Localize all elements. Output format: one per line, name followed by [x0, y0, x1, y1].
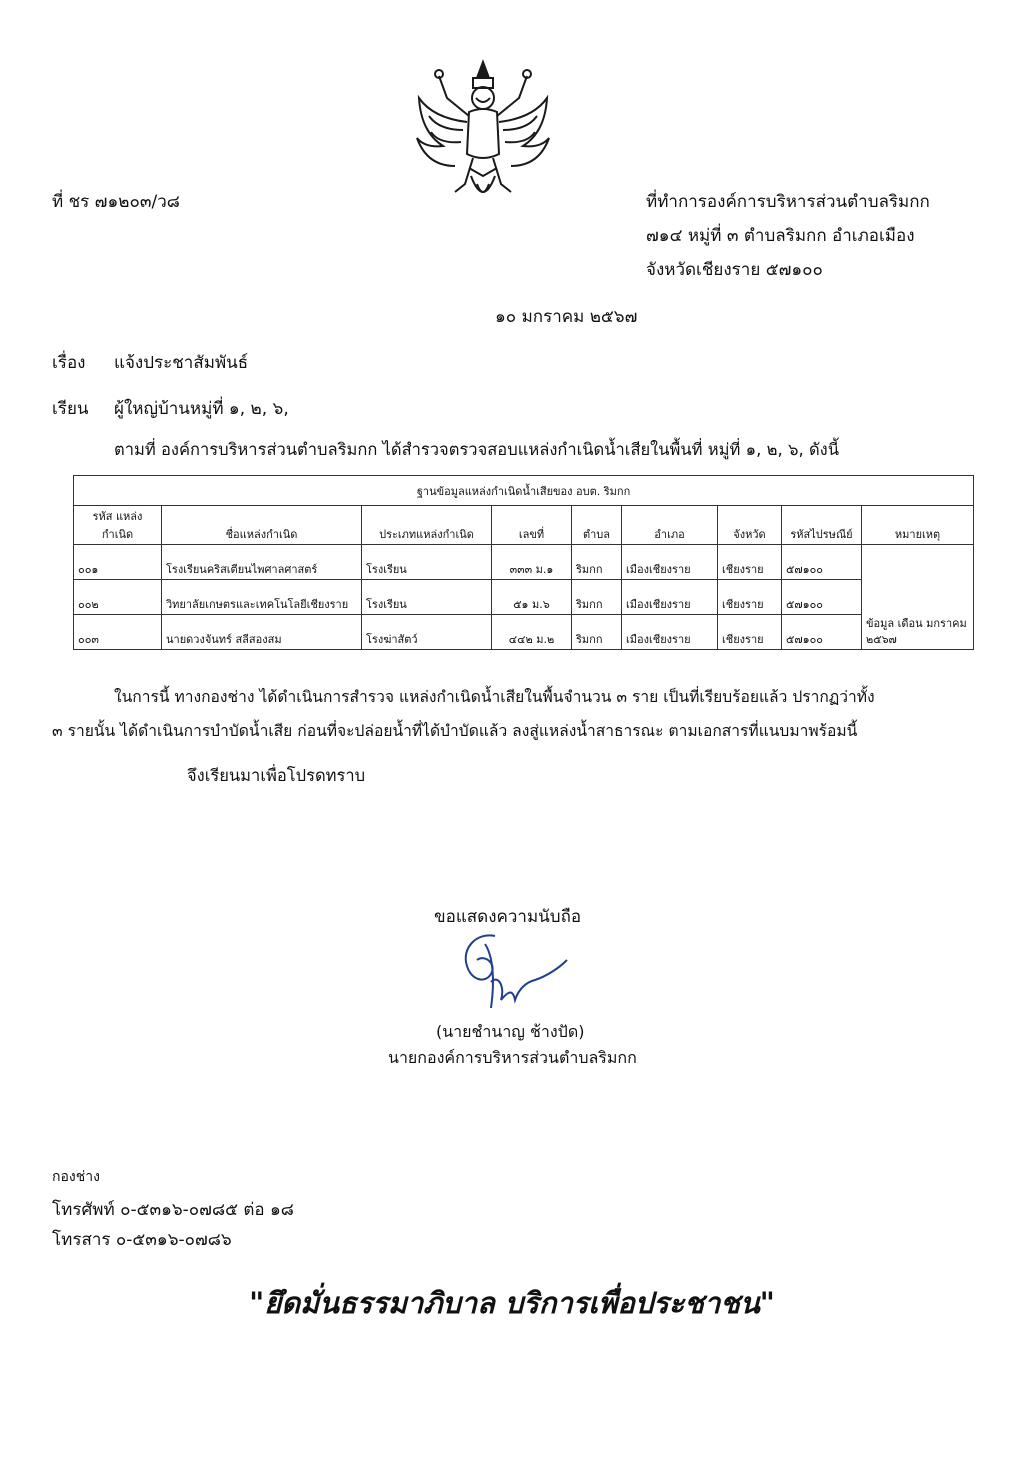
fax-number: โทรสาร ๐-๕๓๑๖-๐๗๘๖: [52, 1230, 232, 1250]
cell-number: ๕๑ ม.๖: [492, 580, 572, 615]
table-row: [74, 545, 974, 580]
subject-text: แจ้งประชาสัมพันธ์: [114, 353, 249, 373]
cell-postcode: ๕๗๑๐๐: [782, 615, 862, 650]
cell-district: เมืองเชียงราย: [622, 545, 718, 580]
office-address-line-3: จังหวัดเชียงราย ๕๗๑๐๐: [646, 260, 823, 280]
cell-type: โรงเรียน: [362, 545, 492, 580]
body-paragraph-line-2: ๓ รายนั้น ได้ดำเนินการบำบัดน้ำเสีย ก่อนที่จะปล่อยน้ำที่ได้บำบัดแล้ว ลงสู่แหล่งน้ำสาธารณะ ตามเอกสารที่แนบมาพร้อมนี้: [52, 722, 858, 740]
motto: "ยึดมั่นธรรมาภิบาล บริการเพื่อประชาชน": [249, 1286, 775, 1320]
body-paragraph-line-1: ในการนี้ ทางกองช่าง ได้ดำเนินการสำรวจ แหล่งกำเนิดน้ำเสียในพื้นจำนวน ๓ ราย เป็นที่เรียบร้อยแล้ว ปรากฏว่าทั้ง: [114, 688, 875, 706]
header-code: รหัส แหล่งกำเนิด: [74, 506, 162, 545]
signer-position: นายกองค์การบริหารส่วนตำบลริมกก: [388, 1048, 637, 1067]
reference-number: ที่ ชร ๗๑๒๐๓/ว๘: [52, 192, 180, 212]
table-row: [74, 615, 974, 650]
cell-number: ๓๓๓ ม.๑: [492, 545, 572, 580]
recipient-text: ผู้ใหญ่บ้านหมู่ที่ ๑, ๒, ๖,: [114, 399, 289, 419]
cell-subdistrict: ริมกก: [572, 615, 622, 650]
cell-remark: ข้อมูล เดือน มกราคม ๒๕๖๗: [862, 545, 974, 650]
phone-number: โทรศัพท์ ๐-๕๓๑๖-๐๗๘๕ ต่อ ๑๘: [52, 1200, 294, 1220]
table-row: [74, 580, 974, 615]
wastewater-source-table: [73, 475, 974, 650]
cell-province: เชียงราย: [718, 615, 782, 650]
document-date: ๑๐ มกราคม ๒๕๖๗: [495, 307, 638, 327]
header-province: จังหวัด: [718, 506, 782, 545]
office-address-line-1: ที่ทำการองค์การบริหารส่วนตำบลริมกก: [646, 192, 930, 212]
cell-code: ๐๐๑: [74, 545, 162, 580]
subject-label: เรื่อง: [52, 353, 86, 373]
header-number: เลขที่: [492, 506, 572, 545]
cell-code: ๐๐๒: [74, 580, 162, 615]
office-address-line-2: ๗๑๔ หมู่ที่ ๓ ตำบลริมกก อำเภอเมือง: [646, 226, 915, 246]
cell-subdistrict: ริมกก: [572, 580, 622, 615]
cell-type: โรงเรียน: [362, 580, 492, 615]
header-type: ประเภทแหล่งกำเนิด: [362, 506, 492, 545]
table-caption: ฐานข้อมูลแหล่งกำเนิดน้ำเสียของ อบต. ริมกก: [74, 476, 974, 506]
garuda-emblem: [413, 58, 553, 210]
closing-line: จึงเรียนมาเพื่อโปรดทราบ: [187, 766, 366, 785]
recipient-label: เรียน: [52, 399, 89, 419]
signer-name: (นายชำนาญ ช้างปัด): [436, 1022, 585, 1041]
header-district: อำเภอ: [622, 506, 718, 545]
cell-province: เชียงราย: [718, 580, 782, 615]
header-subdistrict: ตำบล: [572, 506, 622, 545]
cell-name: นายดวงจันทร์ สลีสองสม: [162, 615, 362, 650]
cell-type: โรงฆ่าสัตว์: [362, 615, 492, 650]
header-postcode: รหัสไปรษณีย์: [782, 506, 862, 545]
cell-province: เชียงราย: [718, 545, 782, 580]
department: กองช่าง: [52, 1169, 100, 1185]
header-name: ชื่อแหล่งกำเนิด: [162, 506, 362, 545]
cell-name: วิทยาลัยเกษตรและเทคโนโลยีเชียงราย: [162, 580, 362, 615]
table-header-row: [74, 506, 974, 545]
signature-image: [455, 930, 575, 1012]
cell-district: เมืองเชียงราย: [622, 615, 718, 650]
cell-postcode: ๕๗๑๐๐: [782, 580, 862, 615]
cell-code: ๐๐๓: [74, 615, 162, 650]
cell-number: ๔๔๒ ม.๒: [492, 615, 572, 650]
cell-name: โรงเรียนคริสเตียนไพศาลศาสตร์: [162, 545, 362, 580]
header-remark: หมายเหตุ: [862, 506, 974, 545]
cell-subdistrict: ริมกก: [572, 545, 622, 580]
cell-postcode: ๕๗๑๐๐: [782, 545, 862, 580]
salutation: ขอแสดงความนับถือ: [434, 907, 582, 927]
intro-paragraph: ตามที่ องค์การบริหารส่วนตำบลริมกก ได้สำรวจตรวจสอบแหล่งกำเนิดน้ำเสียในพื้นที่ หมู่ที่ ๑, ๒, ๖, ดังนี้: [114, 440, 840, 459]
cell-district: เมืองเชียงราย: [622, 580, 718, 615]
